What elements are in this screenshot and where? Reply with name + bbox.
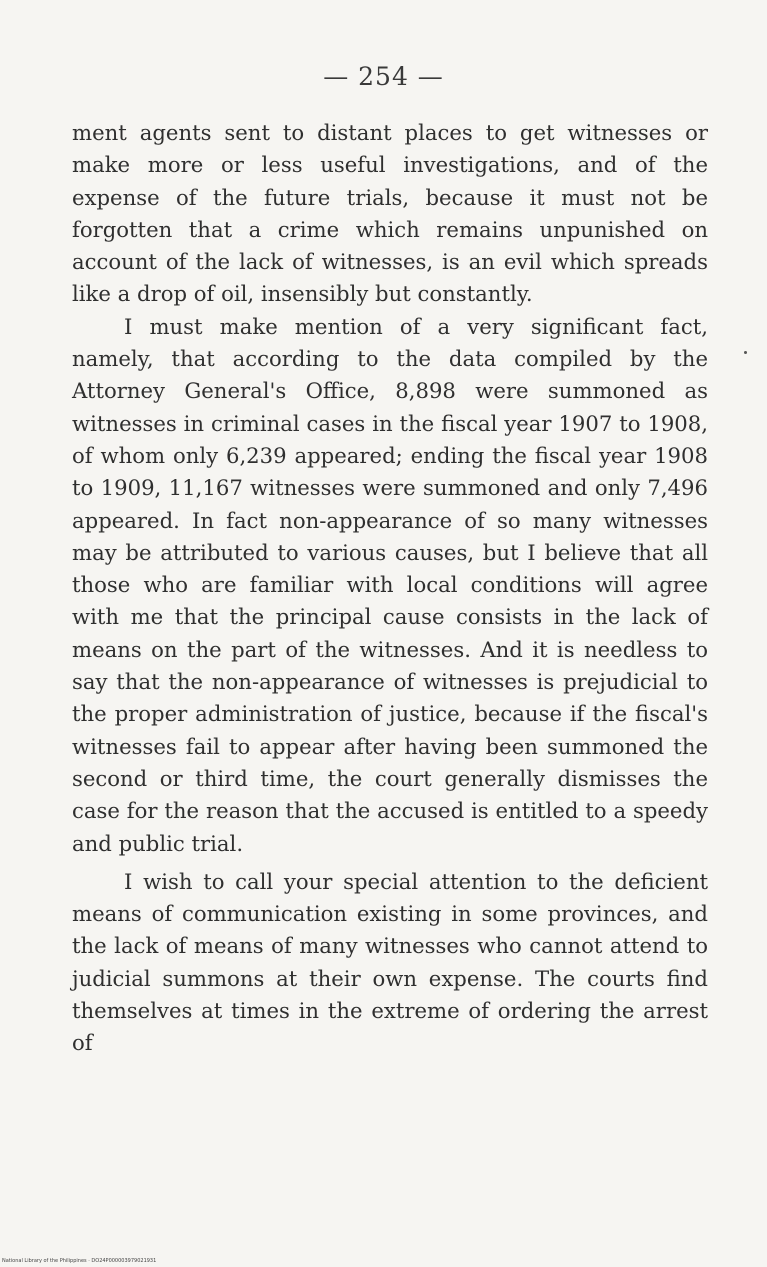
body-text — [72, 117, 708, 1060]
scan-footer: National Library of the Philippines · DO24P000003979021931 — [2, 1258, 157, 1264]
page-number: — 254 — — [323, 62, 444, 91]
paragraph-continuation: ment agents sent to distant places to get witnesses or make more or less useful investigations, and of the expense of the future trials, because it must not be forgotten that a crime which remains unpunished on account of the lack of witnesses, is an evil which spreads like a drop of oil, insensibly but constantly. — [72, 120, 708, 307]
scan-speck — [744, 351, 747, 354]
paragraph-communication: I wish to call your special attention to the deficient means of communication existing in some provinces, and the lack of means of many witnesses who cannot attend to judicial summons at their own expense. The courts find themselves at times in the extreme of ordering the arrest of — [72, 868, 708, 1056]
paragraph-witness-statistics: I must make mention of a very significant fact, namely, that according to the data compiled by the Attorney General's Office, 8,898 were summoned as witnesses in criminal cases in the fiscal year 1907 to 1908, of whom only 6,239 appeared; ending the fiscal year 1908 to 1909, 11,167 witnesses were summoned and only 7,496 appeared. In fact non-appearance of so many witnesses may be attributed to various causes, but I believe that all those who are familiar with local conditions will agree with me that the principal cause consists in the lack of means on the part of the witnesses. And it is needless to say that the non-appearance of witnesses is prejudicial to the proper administration of justice, because if the fiscal's witnesses fail to appear after having been summoned the second or third time, the court generally dismisses the case for the reason that the accused is entitled to a speedy and public trial. — [72, 313, 708, 856]
